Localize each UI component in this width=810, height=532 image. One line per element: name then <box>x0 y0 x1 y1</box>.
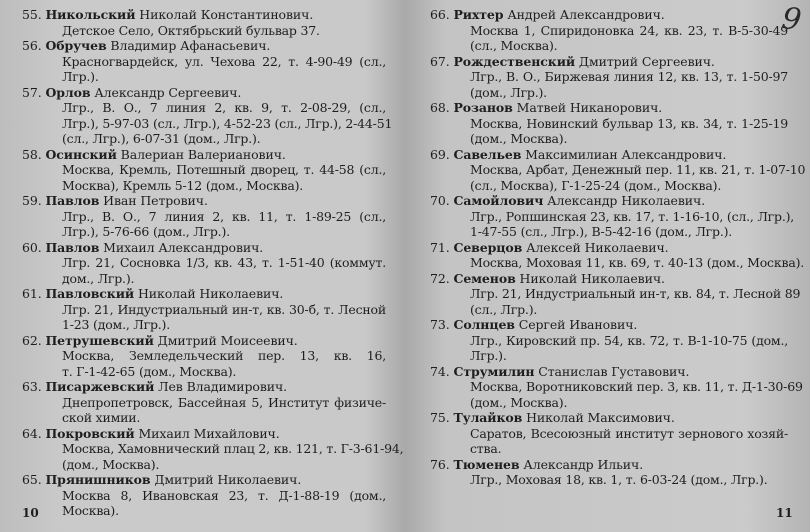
entry-surname: Тулайков <box>453 410 523 425</box>
directory-entry <box>430 239 805 271</box>
address-line: Красногвардейск, ул. Чехова 22, т. 4-90-49 (сл., <box>62 53 386 69</box>
address-line: Лгр. 21, Сосновка 1/3, кв. 43, т. 1-51-40 (коммут. <box>62 255 386 270</box>
address-line: (дом., Москва). <box>470 394 568 410</box>
entry-address <box>430 162 806 193</box>
entry-surname: Покровский <box>45 425 135 441</box>
address-line: Саратов, Всесоюзный институт зернового хозяй- <box>470 425 788 441</box>
address-line: Москва, Арбат, Денежный пер. 11, кв. 21, т. 1-07-10 <box>470 162 806 177</box>
directory-entry <box>22 193 386 240</box>
address-line: Москва, Хамовнический плац 2, кв. 121, т. Г-3-61-94, <box>62 441 404 456</box>
entry-given-name: Владимир Афанасьевич. <box>110 38 271 53</box>
entry-number: 56. <box>22 38 42 53</box>
directory-entry <box>430 7 788 54</box>
directory-entry <box>22 286 386 333</box>
directory-entry <box>430 317 788 364</box>
entry-given-name: Лев Владимирович. <box>158 379 288 394</box>
address-line: Москва, Новинский бульвар 13, кв. 34, т. 1-25-19 <box>470 115 788 131</box>
entry-number: 57. <box>22 84 42 100</box>
directory-entry <box>22 84 393 147</box>
entry-given-name: Матвей Никанорович. <box>516 100 663 115</box>
address-line: (сл., Лгр.), 6-07-31 (дом., Лгр.). <box>62 131 261 146</box>
directory-entry <box>430 410 788 457</box>
address-line: Москва). <box>62 503 119 518</box>
entry-given-name: Михаил Александрович. <box>103 239 264 255</box>
entry-given-name: Максимилиан Александрович. <box>525 146 727 162</box>
address-line: Лгр. 21, Индустриальный ин-т, кв. 84, т. Лесной 89 <box>470 286 801 301</box>
entry-number: 55. <box>22 7 42 22</box>
entry-surname: Северцов <box>453 239 523 255</box>
address-line: Лгр., Кировский пр. 54, кв. 72, т. В-1-10-75 (дом., <box>470 332 788 348</box>
entry-surname: Павлов <box>45 239 100 255</box>
entry-heading <box>430 271 788 287</box>
directory-entry <box>22 147 386 194</box>
address-line: Лгр.). <box>62 69 99 84</box>
entry-heading <box>22 333 386 349</box>
entry-address <box>22 441 404 472</box>
address-line: 1-23 (дом., Лгр.). <box>62 317 171 332</box>
entry-heading <box>430 147 788 163</box>
entry-heading <box>430 193 788 209</box>
entry-address <box>430 69 788 100</box>
entry-given-name: Николай Константинович. <box>139 7 314 22</box>
entry-address <box>430 472 788 488</box>
entry-address <box>430 116 788 147</box>
entry-given-name: Андрей Александрович. <box>507 7 665 22</box>
directory-entry <box>430 363 803 411</box>
address-line: Москва, Воротниковский пер. 3, кв. 11, т. Д-1-30-69 <box>470 379 803 394</box>
address-line: т. Г-1-42-65 (дом., Москва). <box>62 363 237 379</box>
entry-address <box>430 333 788 364</box>
entry-address <box>22 54 386 85</box>
address-line: Лгр., Ропшинская 23, кв. 17, т. 1-16-10, (сл., Лгр.), <box>470 208 795 224</box>
entry-heading <box>430 410 788 426</box>
address-line: 1-47-55 (сл., Лгр.), В-5-42-16 (дом., Лгр.). <box>470 224 733 239</box>
address-line: Лгр. 21, Индустриальный ин-т, кв. 30-б, т. Лесной <box>62 301 386 317</box>
entry-given-name: Иван Петрович. <box>103 193 208 208</box>
entry-number: 68. <box>430 100 450 115</box>
entry-surname: Павловский <box>45 286 135 301</box>
entry-heading <box>22 147 386 163</box>
entry-number: 60. <box>22 239 42 255</box>
entry-given-name: Александр Сергеевич. <box>94 84 242 100</box>
directory-entry <box>430 457 788 488</box>
entry-number: 62. <box>22 332 42 348</box>
entry-heading <box>430 364 788 380</box>
address-line: дом., Лгр.). <box>62 270 135 286</box>
entry-heading <box>430 54 788 70</box>
directory-entry <box>22 333 386 380</box>
entry-surname: Никольский <box>45 7 136 22</box>
entry-heading <box>430 317 788 333</box>
entry-address <box>22 302 386 333</box>
entry-heading <box>430 457 788 473</box>
address-line: Лгр., Моховая 18, кв. 1, т. 6-03-24 (дом., Лгр.). <box>470 472 768 487</box>
entry-given-name: Станислав Густавович. <box>538 363 690 379</box>
entry-address <box>430 286 801 317</box>
entry-number: 73. <box>430 317 450 332</box>
directory-entry <box>22 240 386 287</box>
entry-given-name: Сергей Иванович. <box>518 317 638 332</box>
entry-surname: Савельев <box>453 146 522 162</box>
entry-heading <box>22 85 386 101</box>
directory-entry <box>430 100 788 147</box>
address-line: (дом., Москва). <box>470 131 568 146</box>
right-page <box>430 7 806 488</box>
entry-given-name: Александр Ильич. <box>523 456 644 472</box>
entry-given-name: Валериан Валерианович. <box>120 146 286 162</box>
entry-heading <box>430 7 788 23</box>
entry-heading <box>22 379 386 395</box>
page-number-right: 11 <box>776 506 793 520</box>
entry-surname: Тюменев <box>453 456 520 472</box>
entry-number: 65. <box>22 472 42 487</box>
entry-address <box>430 255 805 271</box>
entry-number: 61. <box>22 286 42 301</box>
entry-given-name: Николай Максимович. <box>526 410 675 425</box>
entry-surname: Павлов <box>45 193 100 208</box>
address-line: Москва, Земледельческий пер. 13, кв. 16, <box>62 348 386 363</box>
entry-heading <box>22 426 386 442</box>
entry-heading <box>430 100 788 116</box>
entry-given-name: Николай Николаевич. <box>137 286 284 301</box>
entry-address <box>22 255 386 286</box>
directory-entry <box>22 7 386 38</box>
address-line: (сл., Лгр.). <box>470 301 538 317</box>
entry-heading <box>22 240 386 256</box>
entry-given-name: Дмитрий Моисеевич. <box>157 332 298 348</box>
entry-address <box>22 162 386 193</box>
entry-surname: Самойлович <box>453 193 544 208</box>
address-line: Москва, Моховая 11, кв. 69, т. 40-13 (дом., Москва). <box>470 255 805 270</box>
entry-given-name: Александр Николаевич. <box>547 193 706 208</box>
entry-number: 59. <box>22 193 42 208</box>
address-line: Москва 1, Спиридоновка 24, кв. 23, т. В-5-30-49 <box>470 22 788 38</box>
entry-number: 63. <box>22 379 42 394</box>
entry-address <box>430 379 803 410</box>
entry-number: 58. <box>22 146 42 162</box>
left-page <box>22 7 404 519</box>
address-line: Детское Село, Октябрьский бульвар 37. <box>62 22 320 38</box>
address-line: Лгр., В. О., Биржевая линия 12, кв. 13, т. 1-50-97 <box>470 69 788 84</box>
entry-address <box>430 426 788 457</box>
entry-surname: Обручев <box>45 38 107 53</box>
entry-address <box>22 395 386 426</box>
entry-surname: Орлов <box>45 84 91 100</box>
entry-address <box>430 208 795 240</box>
address-line: Лгр., В. О., 7 линия 2, кв. 11, т. 1-89-25 (сл., <box>62 208 386 224</box>
entry-given-name: Михаил Михайлович. <box>138 425 280 441</box>
entry-address <box>22 209 386 240</box>
entry-heading <box>22 193 386 209</box>
address-line: Москва, Кремль, Потешный дворец, т. 44-58 (сл., <box>62 162 386 177</box>
entry-given-name: Дмитрий Николаевич. <box>154 472 302 487</box>
entry-surname: Семенов <box>453 270 516 286</box>
directory-entry <box>22 425 404 473</box>
address-line: Лгр.), 5-97-03 (сл., Лгр.), 4-52-23 (сл., Лгр.), 2-44-51 <box>62 115 393 131</box>
entry-surname: Солнцев <box>453 317 515 332</box>
address-line: Лгр., В. О., 7 линия 2, кв. 9, т. 2-08-29, (сл., <box>62 100 386 115</box>
entry-surname: Струмилин <box>453 363 535 379</box>
entry-heading <box>22 7 386 23</box>
entry-surname: Розанов <box>453 100 513 115</box>
entry-address <box>22 100 393 147</box>
entry-number: 67. <box>430 53 450 69</box>
entry-given-name: Николай Николаевич. <box>519 270 665 286</box>
entry-surname: Рождественский <box>453 53 576 69</box>
entry-heading <box>22 38 386 54</box>
entry-number: 76. <box>430 456 450 472</box>
directory-entry <box>22 379 386 426</box>
entry-number: 69. <box>430 146 450 162</box>
entry-heading <box>22 286 386 302</box>
address-line: (дом., Москва). <box>62 456 160 472</box>
entry-given-name: Алексей Николаевич. <box>526 239 669 255</box>
entry-surname: Рихтер <box>453 7 504 22</box>
address-line: ства. <box>470 441 502 456</box>
directory-entry <box>22 472 386 519</box>
directory-entry <box>430 54 788 101</box>
entry-surname: Писаржевский <box>45 379 155 394</box>
entry-number: 70. <box>430 193 450 208</box>
directory-entry <box>430 146 806 194</box>
address-line: Москва 8, Ивановская 23, т. Д-1-88-19 (дом., <box>62 487 386 503</box>
address-line: Днепропетровск, Бассейная 5, Институт физиче- <box>62 394 386 410</box>
address-line: (дом., Лгр.). <box>470 84 547 100</box>
page-number-left: 10 <box>22 506 39 520</box>
entry-number: 74. <box>430 363 450 379</box>
entry-number: 75. <box>430 410 450 425</box>
entry-surname: Прянишников <box>45 472 151 487</box>
address-line: (сл., Москва), Г-1-25-24 (дом., Москва). <box>470 177 722 193</box>
entry-address <box>22 488 386 519</box>
entry-number: 66. <box>430 7 450 22</box>
address-line: Москва), Кремль 5-12 (дом., Москва). <box>62 177 304 193</box>
address-line: Лгр.). <box>470 348 507 363</box>
address-line: (сл., Москва). <box>470 38 558 53</box>
entry-address <box>22 23 386 39</box>
address-line: Лгр.), 5-76-66 (дом., Лгр.). <box>62 224 230 239</box>
entry-surname: Осинский <box>45 146 117 162</box>
entry-heading <box>22 472 386 488</box>
handwritten-page-mark: 9 <box>779 0 804 39</box>
entry-number: 71. <box>430 239 450 255</box>
directory-entry <box>22 38 386 85</box>
entry-heading <box>430 240 788 256</box>
directory-entry <box>430 193 795 240</box>
entry-number: 72. <box>430 270 450 286</box>
address-line: ской химии. <box>62 410 141 425</box>
entry-given-name: Дмитрий Сергеевич. <box>578 53 715 69</box>
entry-address <box>430 23 788 54</box>
entry-number: 64. <box>22 425 42 441</box>
entry-surname: Петрушевский <box>45 332 154 348</box>
directory-entry <box>430 270 801 318</box>
entry-address <box>22 348 386 379</box>
